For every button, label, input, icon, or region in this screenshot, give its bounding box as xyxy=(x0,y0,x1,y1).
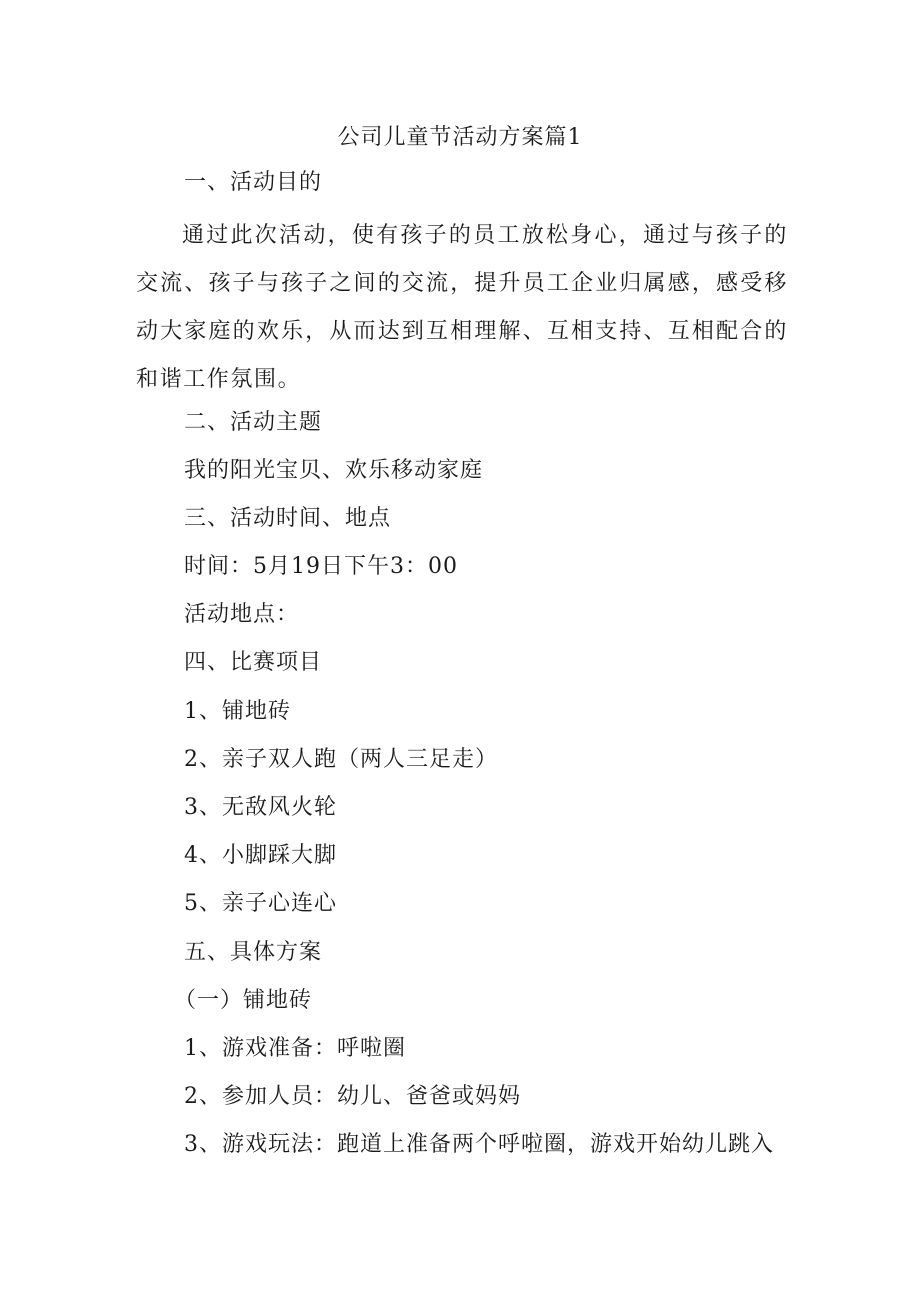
plan-line: 2、参加人员：幼儿、爸爸或妈妈 xyxy=(184,1084,521,1109)
document-title: 公司儿童节活动方案篇1 xyxy=(337,125,583,150)
section-heading-theme: 二、活动主题 xyxy=(184,410,323,435)
time-text: 时间：5月19日下午3：00 xyxy=(184,554,458,579)
event-item: 1、铺地砖 xyxy=(184,699,291,724)
plan-line: 3、游戏玩法：跑道上准备两个呼啦圈，游戏开始幼儿跳入 xyxy=(184,1132,774,1157)
section-heading-purpose: 一、活动目的 xyxy=(184,170,323,195)
theme-text: 我的阳光宝贝、欢乐移动家庭 xyxy=(184,458,484,483)
event-item: 4、小脚踩大脚 xyxy=(184,843,337,868)
event-item: 2、亲子双人跑（两人三足走） xyxy=(184,747,498,772)
subsection-heading-floor-tiles: （一）铺地砖 xyxy=(174,988,313,1013)
section-heading-plan: 五、具体方案 xyxy=(184,940,323,965)
event-item: 5、亲子心连心 xyxy=(184,891,337,916)
event-item: 3、无敌风火轮 xyxy=(184,795,337,820)
purpose-paragraph: 通过此次活动，使有孩子的员工放松身心，通过与孩子的交流、孩子与孩子之间的交流，提升员工企业归属感，感受移动大家庭的欢乐，从而达到互相理解、互相支持、互相配合的和谐工作氛围。 xyxy=(136,223,788,392)
section-heading-events: 四、比赛项目 xyxy=(184,650,323,675)
section-heading-time-place: 三、活动时间、地点 xyxy=(184,506,392,531)
plan-line: 1、游戏准备：呼啦圈 xyxy=(184,1036,406,1061)
place-text: 活动地点： xyxy=(184,602,300,627)
